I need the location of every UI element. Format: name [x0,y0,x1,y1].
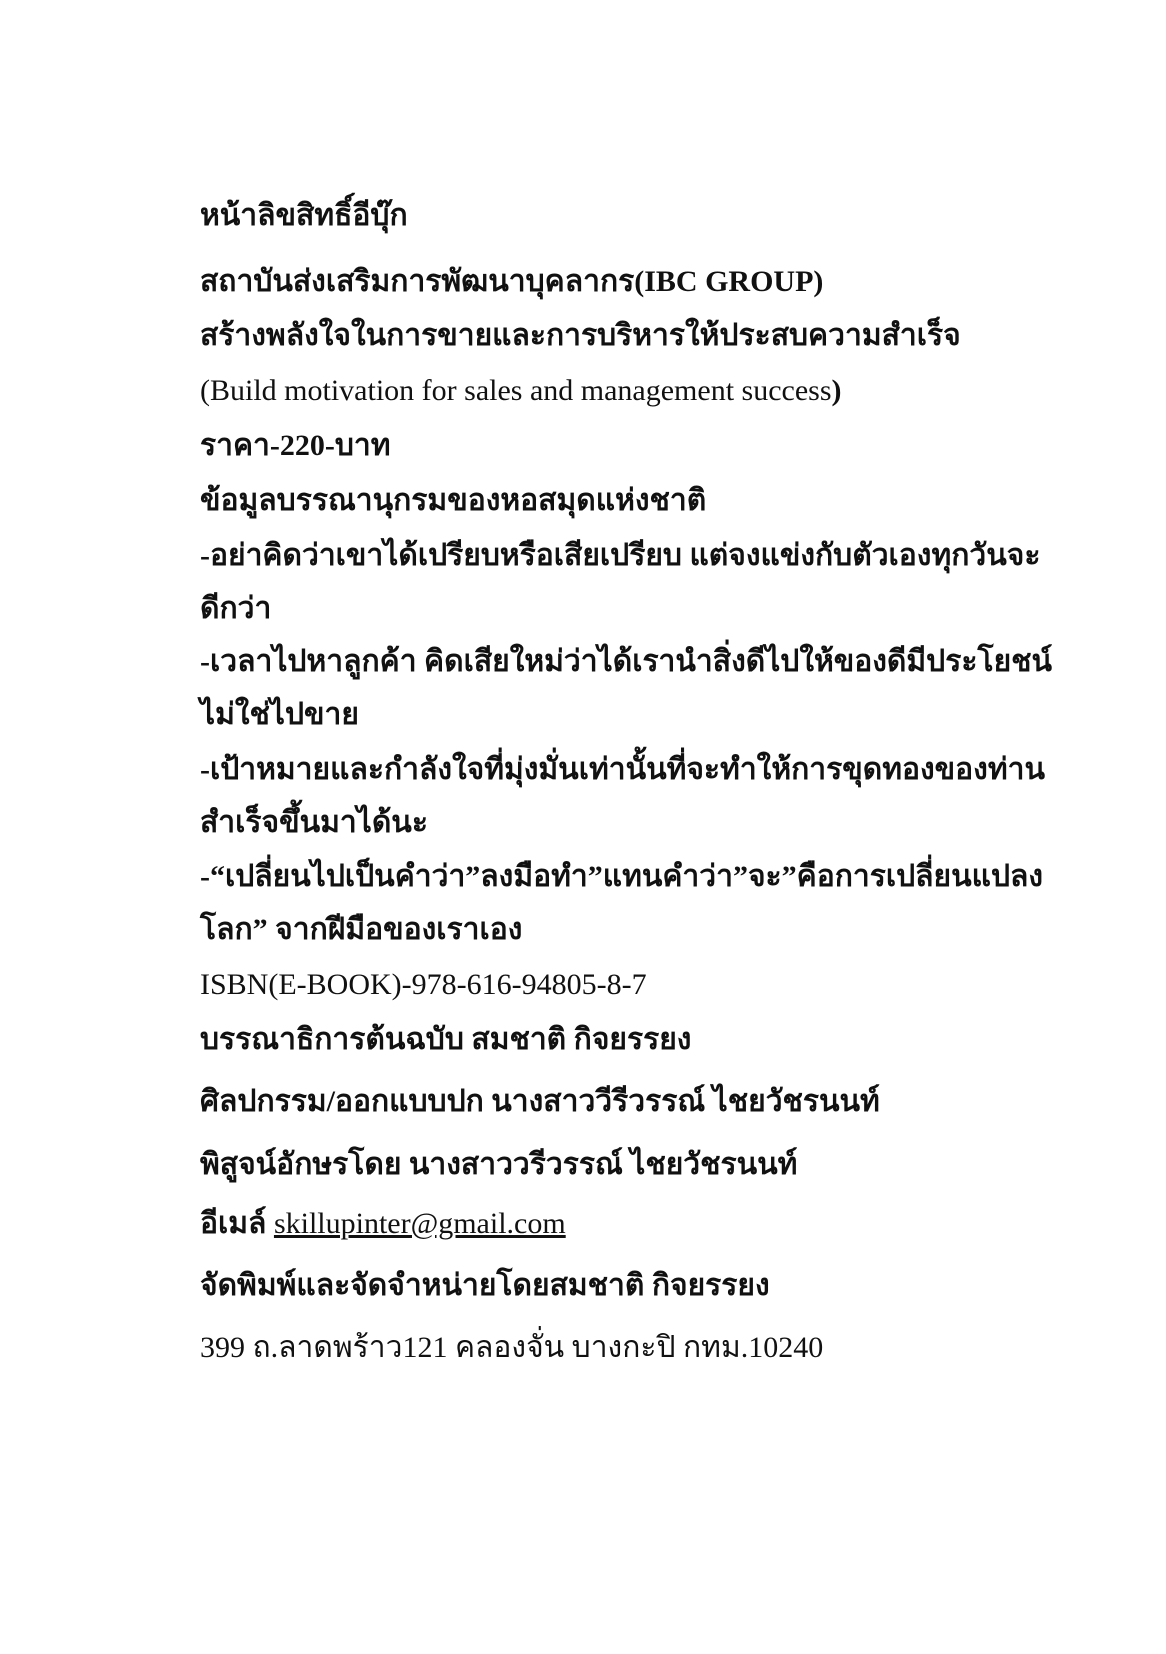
quote-line: -อย่าคิดว่าเขาได้เปรียบหรือเสียเปรียบ แต่จงแข่งกับตัวเองทุกวันจะ [200,539,1041,572]
email-link[interactable]: skillupinter@gmail.com [273,1207,566,1240]
distributor-credit: จัดพิมพ์และจัดจำหน่ายโดยสมชาติ กิจยรรยง [200,1269,770,1302]
book-title-english-close: ) [831,374,842,407]
proofreader-credit: พิสูจน์อักษรโดย นางสาววรีวรรณ์ ไชยวัชรนนท์ [200,1148,798,1181]
editor-credit: บรรณาธิการต้นฉบับ สมชาติ กิจยรรยง [200,1023,692,1056]
catalog-heading: ข้อมูลบรรณานุกรมของหอสมุดแห่งชาติ [200,484,707,517]
address: 399 ถ.ลาดพร้าว121 คลองจั่น บางกะปิ กทม.10240 [200,1331,824,1364]
publisher-name: สถาบันส่งเสริมการพัฒนาบุคลากร(IBC GROUP) [200,265,824,298]
email-line [200,1204,566,1244]
isbn: ISBN(E-BOOK)-978-616-94805-8-7 [200,968,647,1001]
price: ราคา-220-บาท [200,429,391,462]
cover-design-credit: ศิลปกรรม/ออกแบบปก นางสาววีรีวรรณ์ ไชยวัชรนนท์ [200,1085,880,1118]
quote-line: -เวลาไปหาลูกค้า คิดเสียใหม่ว่าได้เรานำสิ่งดีไปให้ของดีมีประโยชน์ [200,645,1053,678]
page-heading: หน้าลิขสิทธิ์อีบุ๊ก [200,199,408,232]
quote-line: สำเร็จขึ้นมาได้นะ [200,806,428,839]
quote-line: -เป้าหมายและกำลังใจที่มุ่งมั่นเท่านั้นที่จะทำให้การขุดทองของท่าน [200,753,1045,786]
book-title-thai: สร้างพลังใจในการขายและการบริหารให้ประสบความสำเร็จ [200,319,961,352]
quote-line: ดีกว่า [200,592,272,625]
book-title-english-text: (Build motivation for sales and management success [200,374,832,407]
email-label: อีเมล์ [200,1207,274,1240]
quote-line: -“เปลี่ยนไปเป็นคำว่า”ลงมือทำ”แทนคำว่า”จะ”คือการเปลี่ยนแปลง [200,860,1044,893]
book-title-english [200,371,842,411]
quote-line: ไม่ใช่ไปขาย [200,698,359,731]
quote-line: โลก” จากฝีมือของเราเอง [200,913,523,946]
